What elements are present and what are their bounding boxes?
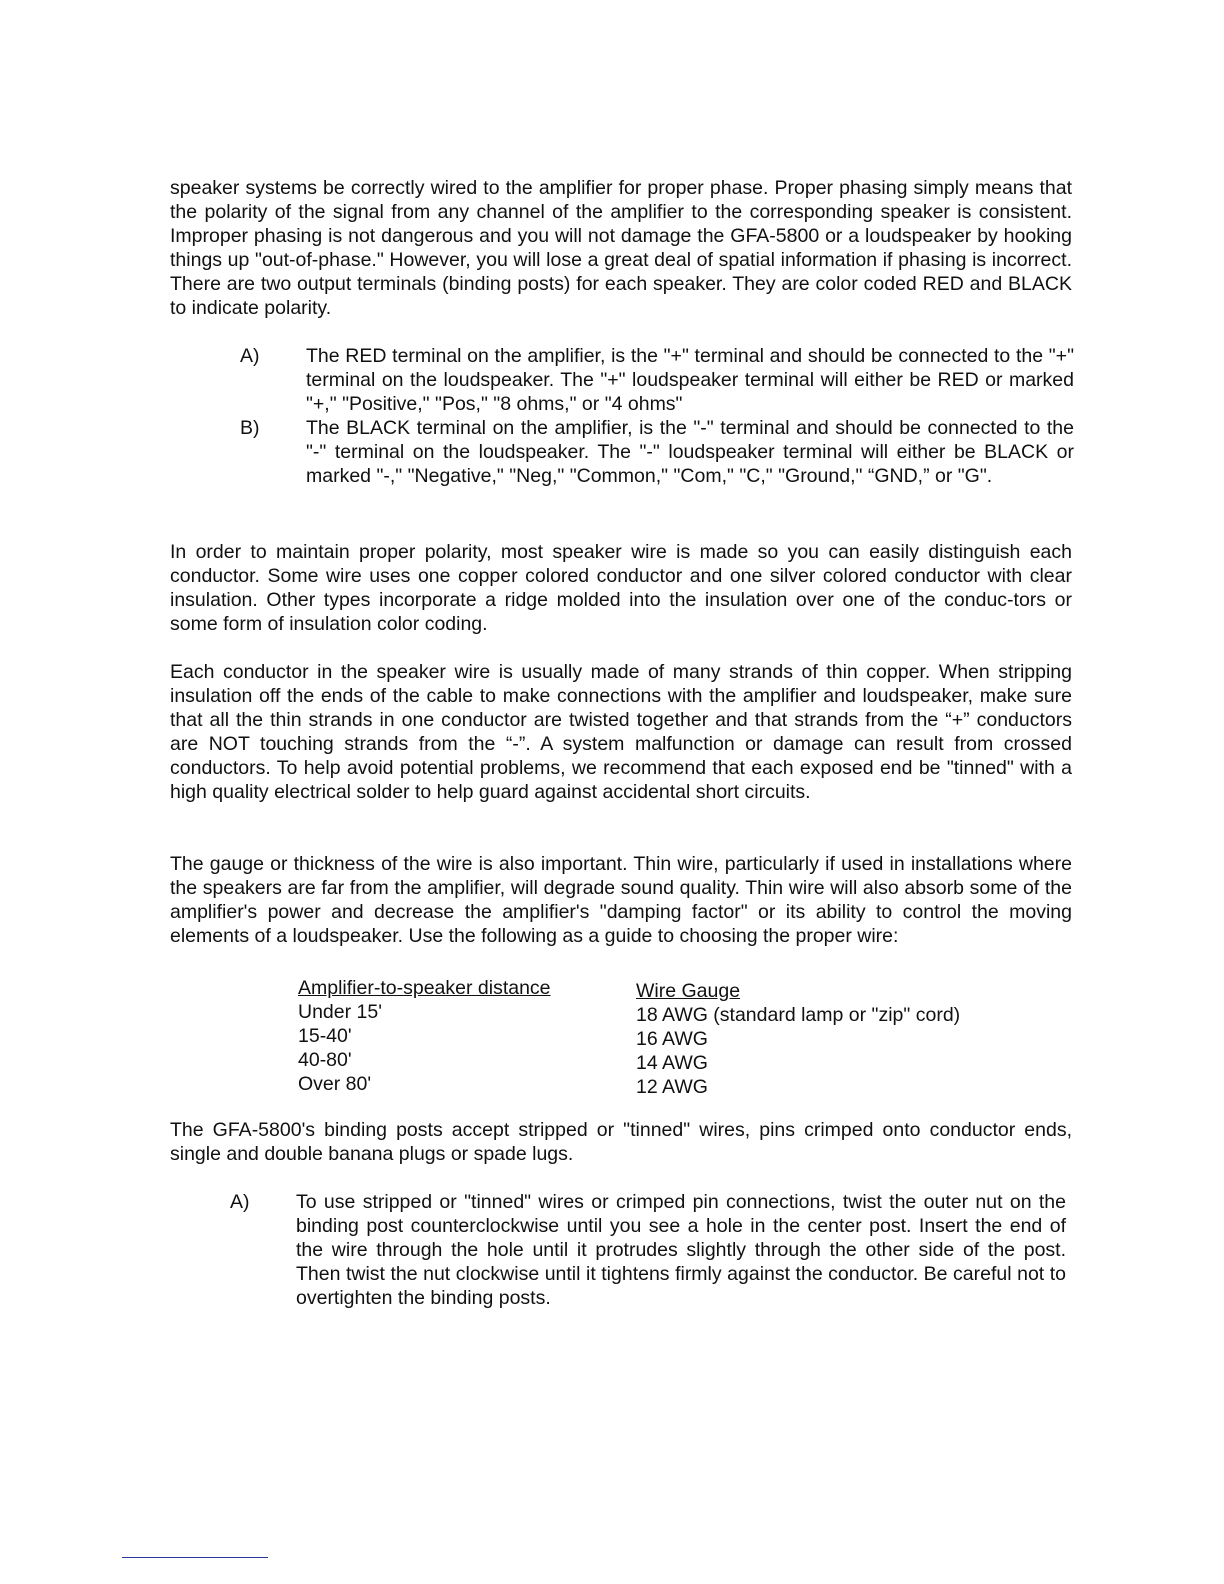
distance-cell: Over 80' xyxy=(298,1073,372,1095)
distance-column xyxy=(298,976,618,1096)
footnote-divider xyxy=(122,1557,268,1558)
list-text: The BLACK terminal on the amplifier, is the "-" terminal and should be connected to the "-" terminal on the loudspeaker. The "-" loudspeaker terminal will either be BLACK or marked "-," "Negative," "Neg," "Common," "Com," "C," "Ground," “GND,” or "G". xyxy=(306,417,1074,487)
distance-cell: 40-80' xyxy=(298,1049,352,1071)
gauge-cell: 14 AWG xyxy=(636,1052,708,1074)
distance-cell: Under 15' xyxy=(298,1001,382,1023)
gauge-cell: 16 AWG xyxy=(636,1028,708,1050)
gauge-column xyxy=(636,979,1016,1099)
gauge-cell: 12 AWG xyxy=(636,1076,708,1098)
list-item-red-terminal xyxy=(240,344,1074,416)
paragraph-polarity-wire: In order to maintain proper polarity, most speaker wire is made so you can easily distinguish each conductor. Some wire uses one copper colored conductor and one silver colored conductor with clear insulation. Other types incorporate a ridge molded into the insulation over one of the conduc-tors or some form of insulation color coding. xyxy=(170,541,1072,635)
paragraph-wire-gauge: The gauge or thickness of the wire is also important. Thin wire, particularly if used in installations where the speakers are far from the amplifier, will degrade sound quality. Thin wire will also absorb some of the amplifier's power and decrease the amplifier's "damping factor" or its ability to control the moving elements of a loudspeaker. Use the following as a guide to choosing the proper wire: xyxy=(170,853,1072,947)
gauge-header: Wire Gauge xyxy=(636,980,741,1002)
list-item-stripped-wires xyxy=(230,1190,1066,1310)
distance-cell: 15-40' xyxy=(298,1025,352,1047)
gauge-cell: 18 AWG (standard lamp or "zip" cord) xyxy=(636,1004,961,1026)
distance-header: Amplifier-to-speaker distance xyxy=(298,977,551,999)
list-text: To use stripped or "tinned" wires or crimped pin connections, twist the outer nut on the binding post counterclockwise until you see a hole in the center post. Insert the end of the wire through the hole until it protrudes slightly through the other side of the post. Then twist the nut clockwise until it tightens firmly against the conductor. Be careful not to overtighten the binding posts. xyxy=(296,1191,1066,1309)
list-label: B) xyxy=(240,417,260,439)
list-text: The RED terminal on the amplifier, is the "+" terminal and should be connected to the "+" terminal on the loudspeaker. The "+" loudspeaker terminal will either be RED or marked "+," "Positive," "Pos," "8 ohms," or "4 ohms" xyxy=(306,345,1074,415)
list-label: A) xyxy=(240,345,260,367)
paragraph-binding-posts: The GFA-5800's binding posts accept stripped or "tinned" wires, pins crimped onto conductor ends, single and double banana plugs or spade lugs. xyxy=(170,1119,1072,1165)
list-label: A) xyxy=(230,1191,250,1213)
paragraph-speaker-phasing: speaker systems be correctly wired to the amplifier for proper phase. Proper phasing simply means that the polarity of the signal from any channel of the amplifier to the corresponding speaker is consistent. Improper phasing is not dangerous and you will not damage the GFA-5800 or a loudspeaker by hooking things up "out-of-phase." However, you will lose a great deal of spatial information if phasing is incorrect. There are two output terminals (binding posts) for each speaker. They are color coded RED and BLACK to indicate polarity. xyxy=(170,177,1072,319)
list-item-black-terminal xyxy=(240,416,1074,488)
paragraph-stripping: Each conductor in the speaker wire is usually made of many strands of thin copper. When stripping insulation off the ends of the cable to make connections with the amplifier and loudspeaker, make sure that all the thin strands in one conductor are twisted together and that strands from the “+” conductors are NOT touching strands from the “-”. A system malfunction or damage can result from crossed conductors. To help avoid potential problems, we recommend that each exposed end be "tinned" with a high quality electrical solder to help guard against accidental short circuits. xyxy=(170,661,1072,803)
